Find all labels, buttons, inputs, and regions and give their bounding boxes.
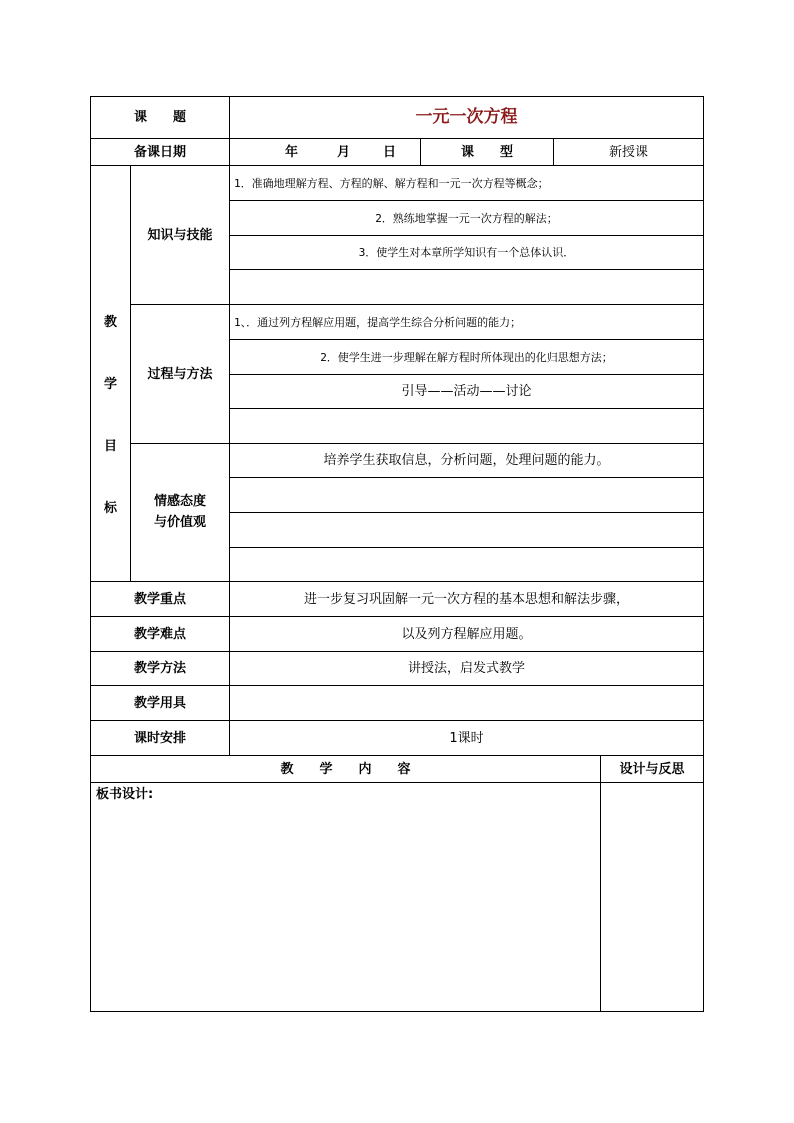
attitude-label-line: 与价值观 [153, 514, 206, 530]
key-point-label: 教学重点 [133, 591, 186, 607]
objectives-char: 目 [103, 438, 117, 454]
process-item [230, 409, 703, 443]
objectives-char: 教 [103, 314, 117, 330]
lesson-type-label: 课 型 [460, 144, 513, 160]
attitude-item [230, 513, 703, 547]
prep-date-label: 备课日期 [133, 144, 186, 160]
tools-label: 教学用具 [133, 695, 186, 711]
knowledge-skills-label: 知识与技能 [147, 227, 213, 243]
process-item: 引导——活动——讨论 [401, 384, 532, 399]
attitude-item [230, 478, 703, 512]
process-item: 1、．通过列方程解应用题，提高学生综合分析问题的能力； [234, 315, 522, 329]
key-point-value: 进一步复习巩固解一元一次方程的基本思想和解法步骤， [303, 591, 629, 607]
attitude-item [230, 548, 703, 581]
content-header: 教 学 内 容 [280, 761, 411, 777]
schedule-label: 课时安排 [133, 730, 186, 746]
difficulty-label: 教学难点 [133, 626, 186, 642]
knowledge-item [230, 270, 703, 304]
process-item: 2．使学生进一步理解在解方程时所体现出的化归思想方法； [320, 350, 613, 364]
attitude-item: 培养学生获取信息，分析问题，处理问题的能力。 [323, 453, 610, 468]
attitude-label-line: 情感态度 [153, 493, 206, 509]
attitude-values-label [131, 444, 229, 581]
board-design-label: 板书设计: [96, 786, 154, 802]
lesson-title: 一元一次方程 [415, 107, 518, 127]
objectives-char: 学 [103, 376, 117, 392]
process-methods-label: 过程与方法 [147, 366, 213, 382]
difficulty-value: 以及列方程解应用题。 [401, 626, 532, 642]
month-label: 月 [337, 144, 351, 160]
method-label: 教学方法 [133, 661, 186, 676]
prep-date-value [230, 139, 420, 165]
reflection-header: 设计与反思 [619, 761, 685, 777]
knowledge-item: 2．熟练地掌握一元一次方程的解法； [375, 211, 558, 225]
tools-value [230, 686, 703, 720]
schedule-value: 1课时 [449, 730, 484, 746]
lesson-type-value: 新授课 [608, 144, 648, 160]
topic-label: 课 题 [133, 110, 186, 125]
day-label: 日 [383, 144, 397, 160]
knowledge-item: 1．准确地理解方程、方程的解、解方程和一元一次方程等概念； [234, 176, 549, 190]
year-label: 年 [285, 144, 299, 160]
knowledge-item: 3．使学生对本章所学知识有一个总体认识． [358, 246, 575, 259]
method-value: 讲授法，启发式教学 [407, 661, 525, 676]
objectives-char: 标 [103, 500, 117, 516]
